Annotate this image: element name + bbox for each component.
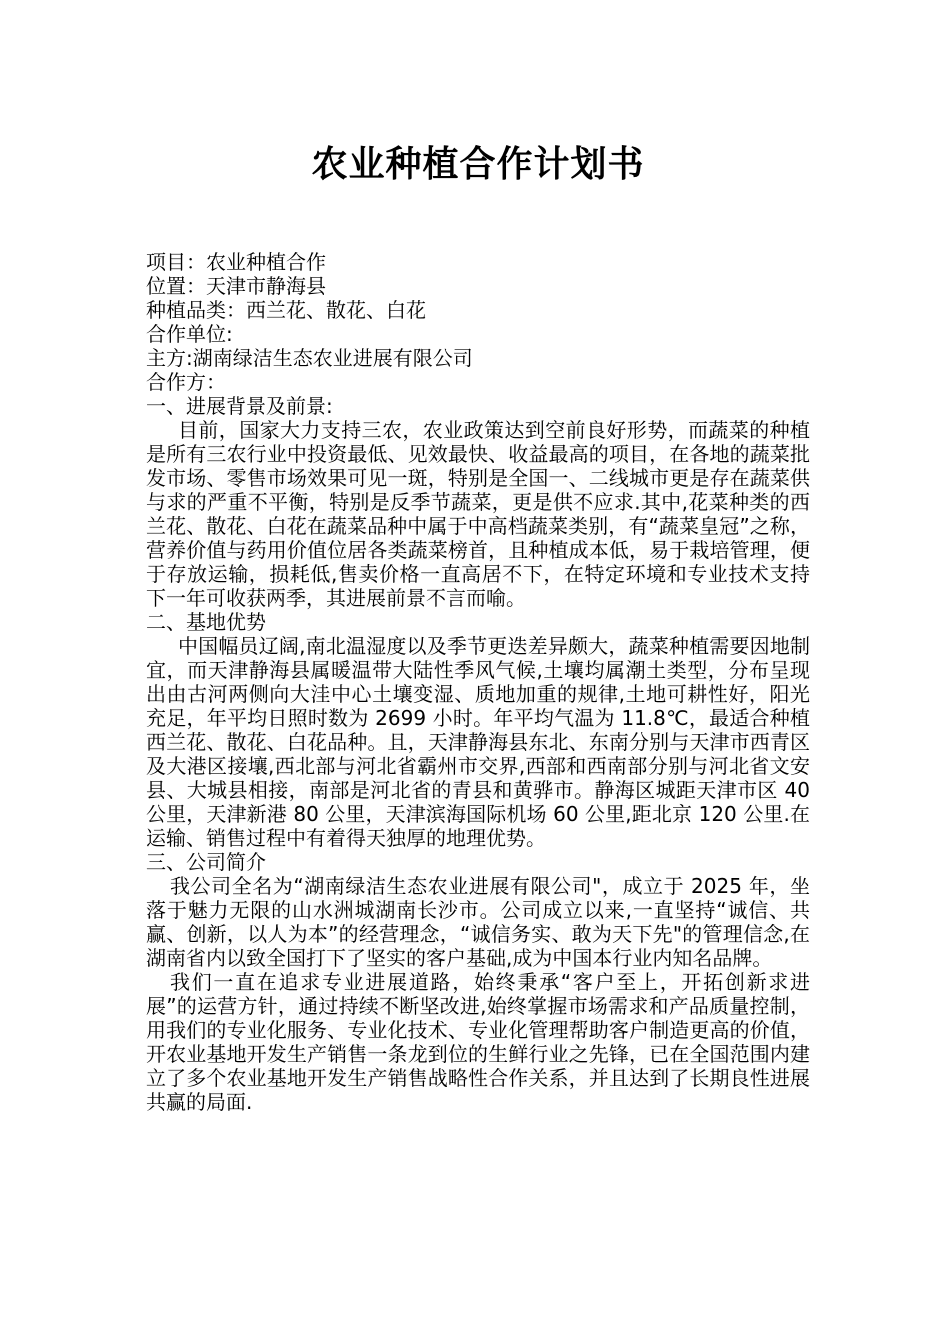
section-paragraph: 我公司全名为“湖南绿洁生态农业进展有限公司"，成立于 2025 年，坐落于魅力无限的山水洲城湖南长沙市。公司成立以来,一直坚持“诚信、共赢、创新，以人为本”的经营理念，“诚信务实、敢为天下先"的管理信念,在湖南省内以致全国打下了坚实的客户基础,成为中国本行业内知名品牌。 (146, 874, 810, 970)
meta-project: 项目：农业种植合作 (146, 250, 326, 274)
section-base-advantage (146, 610, 810, 850)
section-background (146, 394, 810, 610)
meta-partner: 合作方： (146, 370, 226, 394)
section-heading: 二、基地优势 (146, 610, 266, 634)
section-paragraph: 我们一直在追求专业进展道路，始终秉承“客户至上，开拓创新求进展”的运营方针，通过持续不断坚改进,始终掌握市场需求和产品质量控制，用我们的专业化服务、专业化技术、专业化管理帮助客户制造更高的价值，开农业基地开发生产销售一条龙到位的生鲜行业之先锋，已在全国范围内建立了多个农业基地开发生产销售战略性合作关系，并且达到了长期良性进展共赢的局面. (146, 970, 810, 1114)
section-paragraph: 中国幅员辽阔,南北温湿度以及季节更迭差异颇大，蔬菜种植需要因地制宜，而天津静海县属暖温带大陆性季风气候,土壤均属潮土类型，分布呈现出由古河两侧向大洼中心土壤变湿、质地加重的规律,土地可耕性好，阳光充足，年平均日照时数为 2699 小时。年平均气温为 11.8℃，最适合种植西兰花、散花、白花品种。且，天津静海县东北、东南分别与天津市西青区及大港区接壤,西北部与河北省霸州市交界,西部和西南部分别与河北省文安县、大城县相接，南部是河北省的青县和黄骅市。静海区城距天津市区 40 公里，天津新港 80 公里，天津滨海国际机场 60 公里,距北京 120 公里.在运输、销售过程中有着得天独厚的地理优势。 (146, 634, 810, 850)
meta-block (146, 250, 810, 394)
meta-partners-label: 合作单位: (146, 322, 233, 346)
meta-crops: 种植品类：西兰花、散花、白花 (146, 298, 426, 322)
section-heading: 一、进展背景及前景: (146, 394, 333, 418)
section-paragraph: 目前，国家大力支持三农，农业政策达到空前良好形势，而蔬菜的种植是所有三农行业中投资最低、见效最快、收益最高的项目，在各地的蔬菜批发市场、零售市场效果可见一斑，特别是全国一、二线城市更是存在蔬菜供与求的严重不平衡，特别是反季节蔬菜，更是供不应求.其中,花菜种类的西兰花、散花、白花在蔬菜品种中属于中高档蔬菜类别，有“蔬菜皇冠”之称，营养价值与药用价值位居各类蔬菜榜首，且种植成本低，易于栽培管理，便于存放运输，损耗低,售卖价格一直高居不下，在特定环境和专业技术支持下一年可收获两季，其进展前景不言而喻。 (146, 418, 810, 610)
document-title: 农业种植合作计划书 (311, 144, 645, 185)
section-heading: 三、公司简介 (146, 850, 266, 874)
section-company-intro (146, 850, 810, 1114)
meta-host: 主方:湖南绿洁生态农业进展有限公司 (146, 346, 473, 370)
meta-location: 位置：天津市静海县 (146, 274, 326, 298)
